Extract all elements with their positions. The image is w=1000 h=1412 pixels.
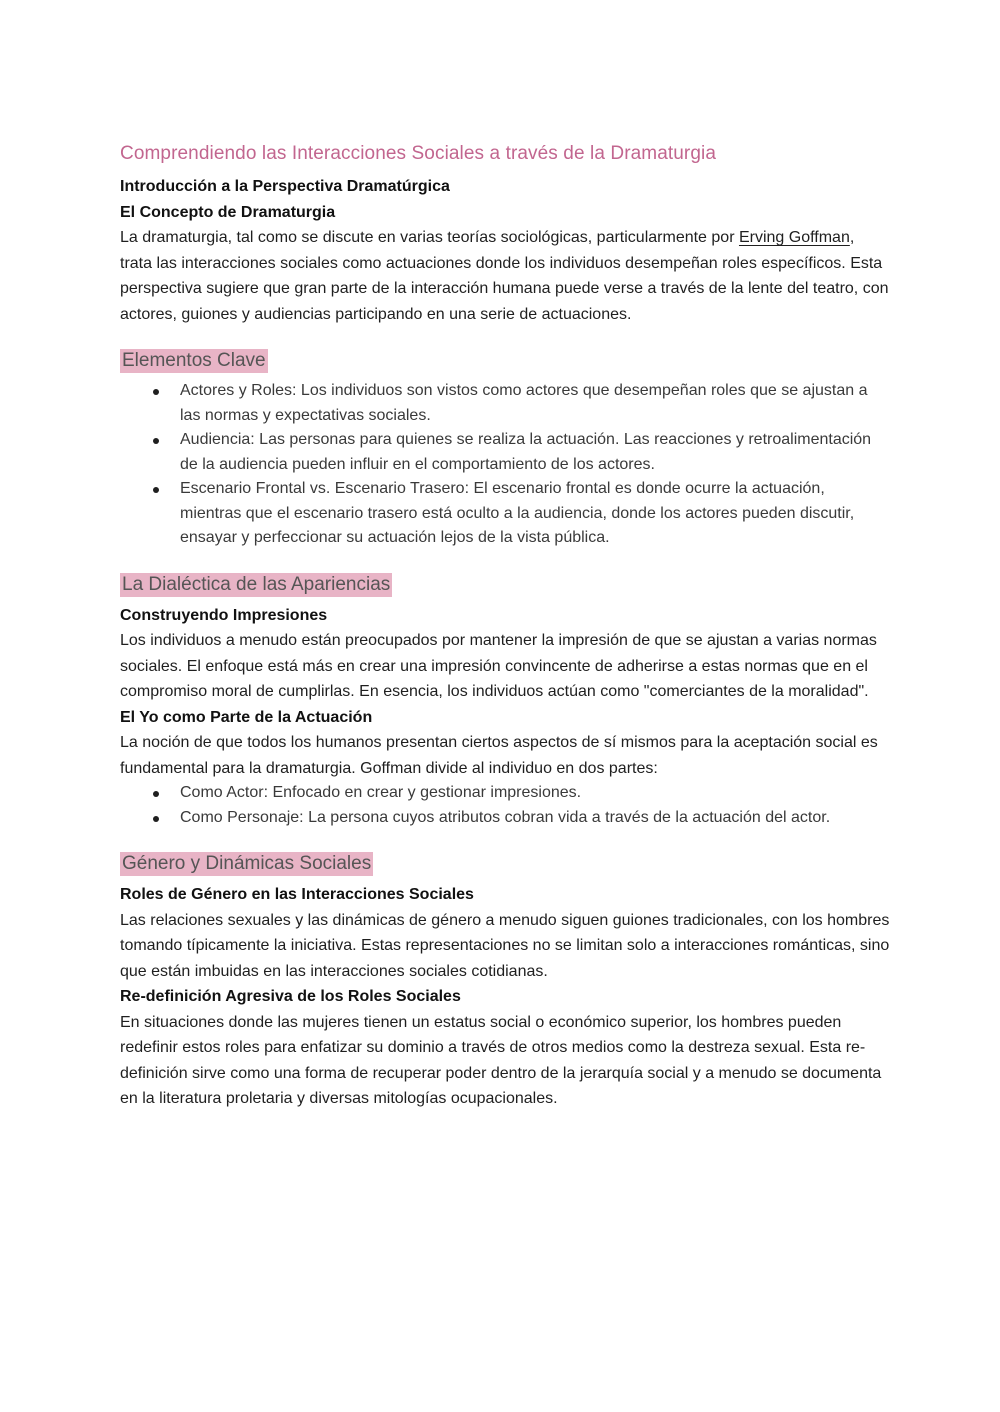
gender-heading: Género y Dinámicas Sociales: [122, 853, 372, 874]
key-elements-heading-wrap: [120, 349, 890, 373]
bullet-icon: [153, 487, 159, 493]
gender-subheading-1: Roles de Género en las Interacciones Sociales: [120, 886, 474, 903]
dialectic-heading: La Dialéctica de las Apariencias: [122, 573, 391, 595]
dialectic-list: [120, 781, 890, 830]
document-content: [120, 140, 890, 1112]
erving-goffman-link[interactable]: Erving Goffman: [738, 229, 850, 246]
dialectic-paragraph-1: Los individuos a menudo están preocupados por mantener la impresión de que se ajustan a varias normas sociales. El enfoque está más en crear una impresión convincente de adherirse a estas normas que en el compromiso moral de cumplirlas. En esencia, los individuos actúan como "comerciantes de la moralidad".: [120, 632, 877, 700]
key-elements-list: [120, 379, 890, 551]
list-item-text: Actores y Roles: Los individuos son vistos como actores que desempeñan roles que se ajustan a las normas y expectativas sociales.: [180, 382, 868, 424]
intro-text-after-link: , trata las interacciones sociales como actuaciones donde los individuos desempeñan roles específicos. Esta perspectiva sugiere que gran parte de la interacción humana puede verse a través de la lente del teatro, con actores, guiones y audiencias participando en una serie de actuaciones.: [120, 229, 889, 323]
bullet-icon: [153, 791, 159, 797]
list-item: [180, 781, 890, 806]
dialectic-heading-wrap: [120, 573, 890, 597]
gender-heading-wrap: [120, 852, 890, 876]
list-item-text: Escenario Frontal vs. Escenario Trasero: El escenario frontal es donde ocurre la actuación, mientras que el escenario trasero está oculto a la audiencia, donde los actores pueden discutir, ensayar y perfeccionar su actuación lejos de la vista pública.: [180, 480, 855, 546]
bullet-icon: [153, 389, 159, 395]
gender-paragraph-1: Las relaciones sexuales y las dinámicas de género a menudo siguen guiones tradicionales, con los hombres tomando típicamente la iniciativa. Estas representaciones no se limitan solo a interacciones románticas, sino que están imbuidas en las interacciones sociales cotidianas.: [120, 911, 890, 980]
key-elements-heading: Elementos Clave: [122, 350, 266, 371]
gender-paragraph-2: En situaciones donde las mujeres tienen un estatus social o económico superior, los hombres pueden redefinir estos roles para enfatizar su dominio a través de otros medios como la destreza sexual. Esta re-definición sirve como una forma de recuperar poder dentro de la jerarquía social y a menudo se documenta en la literatura proletaria y diversas mitologías ocupacionales.: [120, 1013, 882, 1107]
bullet-icon: [153, 438, 159, 444]
list-item-text: Como Actor: Enfocado en crear y gestionar impresiones.: [180, 784, 582, 801]
document-title: Comprendiendo las Interacciones Sociales a través de la Dramaturgia: [120, 143, 717, 164]
dialectic-paragraph-2: La noción de que todos los humanos presentan ciertos aspectos de sí mismos para la aceptación social es fundamental para la dramaturgia. Goffman divide al individuo en dos partes:: [120, 734, 878, 777]
intro-subheading: El Concepto de Dramaturgia: [120, 203, 336, 221]
list-item: [180, 379, 890, 428]
list-item: [180, 428, 890, 477]
dialectic-subheading-1: Construyendo Impresiones: [120, 606, 328, 624]
list-item: [180, 806, 890, 831]
bullet-icon: [153, 816, 159, 822]
dialectic-subheading-2: El Yo como Parte de la Actuación: [120, 708, 373, 726]
intro-paragraph: [120, 225, 890, 327]
intro-heading: Introducción a la Perspectiva Dramatúrgica: [120, 178, 450, 195]
intro-text-before-link: La dramaturgia, tal como se discute en varias teorías sociológicas, particularmente por: [120, 229, 739, 246]
list-item-text: Audiencia: Las personas para quienes se realiza la actuación. Las reacciones y retroalimentación de la audiencia pueden influir en el comportamiento de los actores.: [180, 431, 872, 473]
gender-subheading-2: Re-definición Agresiva de los Roles Sociales: [120, 988, 461, 1005]
list-item: [180, 477, 890, 551]
list-item-text: Como Personaje: La persona cuyos atributos cobran vida a través de la actuación del actor.: [180, 808, 831, 826]
